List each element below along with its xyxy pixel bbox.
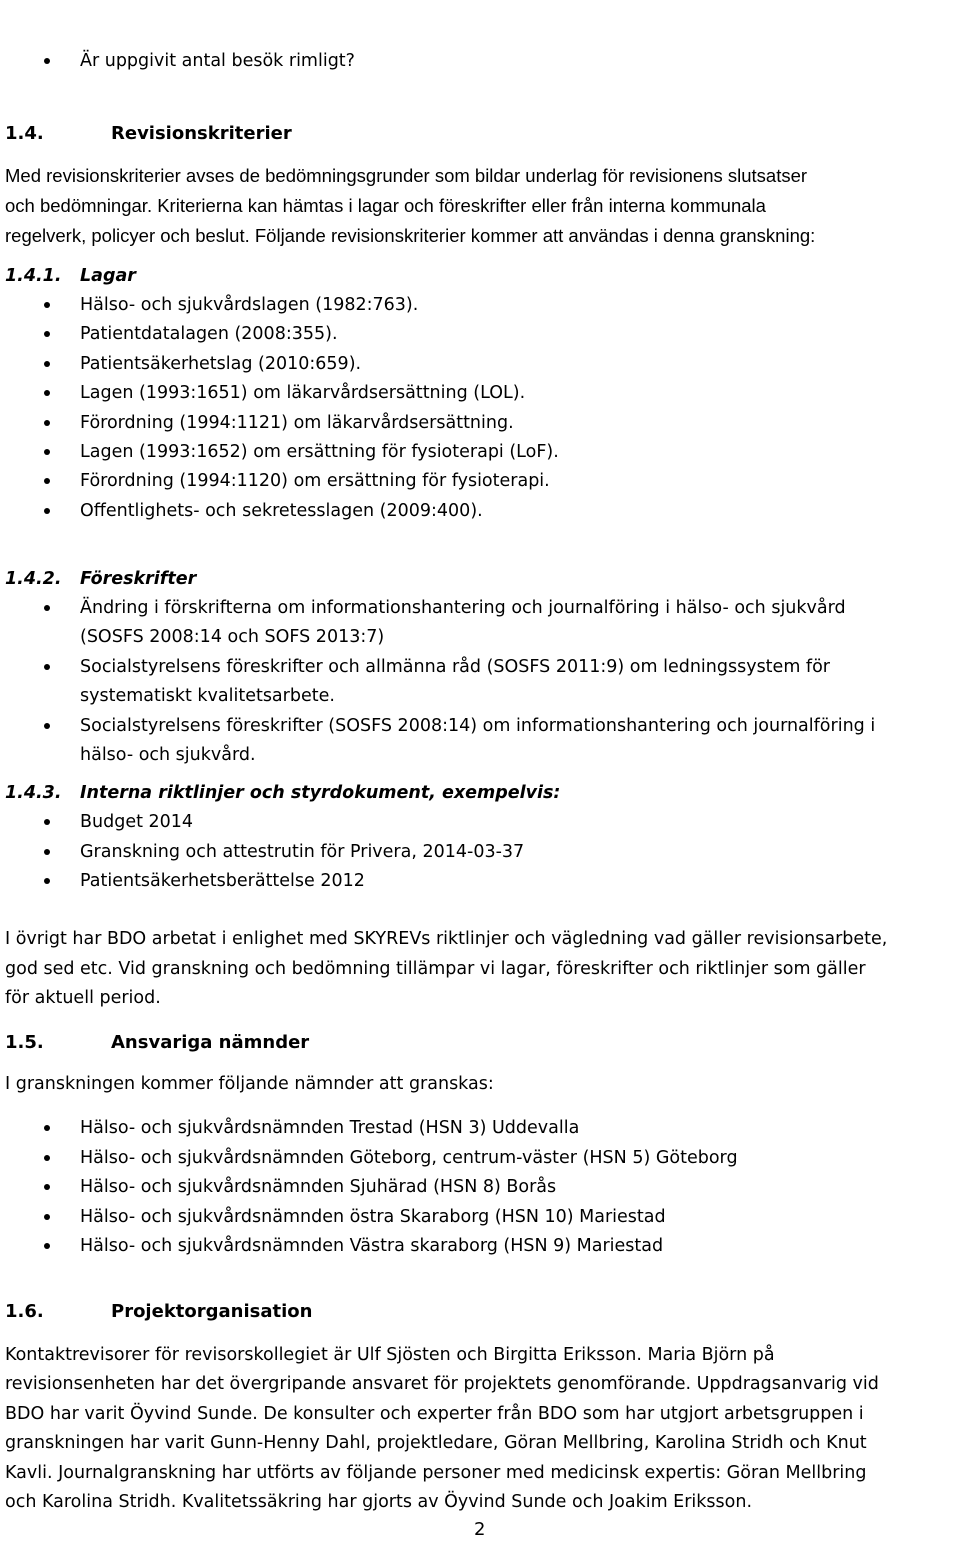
section-number: 1.6. <box>5 1301 44 1322</box>
section-title: Revisionskriterier <box>111 123 292 144</box>
paragraph-line: I granskningen kommer följande nämnder att granskas: <box>5 1074 494 1094</box>
list-item: Ändring i förskrifterna om informationshantering och journalföring i hälso- och sjukvård <box>80 598 846 618</box>
list-item-continuation: hälso- och sjukvård. <box>80 745 256 765</box>
list-item: Hälso- och sjukvårdsnämnden Västra skaraborg (HSN 9) Mariestad <box>80 1236 664 1256</box>
list-item: Förordning (1994:1120) om ersättning för fysioterapi. <box>80 471 550 491</box>
paragraph-line: för aktuell period. <box>5 988 161 1008</box>
list-item: Är uppgivit antal besök rimligt? <box>80 51 355 71</box>
subsection-title: Föreskrifter <box>80 569 197 589</box>
list-item: Lagen (1993:1651) om läkarvårdsersättning (LOL). <box>80 383 526 403</box>
paragraph-line: revisionsenheten har det övergripande ansvaret för projektets genomförande. Uppdragsanvarig vid <box>5 1374 879 1394</box>
list-item-continuation: systematiskt kvalitetsarbete. <box>80 686 335 706</box>
list-item: Offentlighets- och sekretesslagen (2009:400). <box>80 501 483 521</box>
paragraph-line: och bedömningar. Kriterierna kan hämtas i lagar och föreskrifter eller från interna kommunala <box>5 195 766 216</box>
list-item: Hälso- och sjukvårdslagen (1982:763). <box>80 295 419 315</box>
list-item: Socialstyrelsens föreskrifter (SOSFS 2008:14) om informationshantering och journalföring i <box>80 716 876 736</box>
section-title: Ansvariga nämnder <box>111 1032 310 1053</box>
subsection-number: 1.4.2. <box>5 569 62 589</box>
list-item: Hälso- och sjukvårdsnämnden Sjuhärad (HSN 8) Borås <box>80 1177 557 1197</box>
paragraph-line: god sed etc. Vid granskning och bedömning tillämpar vi lagar, föreskrifter och riktlinjer som gäller <box>5 959 866 979</box>
list-item: Budget 2014 <box>80 812 194 832</box>
list-item: Hälso- och sjukvårdsnämnden östra Skaraborg (HSN 10) Mariestad <box>80 1207 666 1227</box>
list-item: Granskning och attestrutin för Privera, 2014-03-37 <box>80 842 525 862</box>
paragraph-line: Kontaktrevisorer för revisorskollegiet är Ulf Sjösten och Birgitta Eriksson. Maria Björn på <box>5 1345 775 1365</box>
paragraph-line: och Karolina Stridh. Kvalitetssäkring har gjorts av Öyvind Sunde och Joakim Eriksson. <box>5 1492 753 1512</box>
subsection-number: 1.4.1. <box>5 266 62 286</box>
section-number: 1.4. <box>5 123 44 144</box>
paragraph-line: Kavli. Journalgranskning har utförts av följande personer med medicinsk expertis: Göran Mellbring <box>5 1463 867 1483</box>
paragraph-line: I övrigt har BDO arbetat i enlighet med SKYREVs riktlinjer och vägledning vad gäller revisionsarbete, <box>5 929 888 949</box>
subsection-title: Interna riktlinjer och styrdokument, exempelvis: <box>80 783 561 803</box>
list-item: Hälso- och sjukvårdsnämnden Trestad (HSN 3) Uddevalla <box>80 1118 580 1138</box>
subsection-number: 1.4.3. <box>5 783 62 803</box>
paragraph-line: BDO har varit Öyvind Sunde. De konsulter och experter från BDO som har utgjort arbetsgruppen i <box>5 1404 864 1424</box>
list-item: Patientsäkerhetsberättelse 2012 <box>80 871 365 891</box>
list-item: Patientsäkerhetslag (2010:659). <box>80 354 362 374</box>
list-item: Förordning (1994:1121) om läkarvårdsersättning. <box>80 413 514 433</box>
section-number: 1.5. <box>5 1032 44 1053</box>
paragraph-line: regelverk, policyer och beslut. Följande revisionskriterier kommer att användas i denna granskning: <box>5 225 816 246</box>
subsection-title: Lagar <box>80 266 136 286</box>
list-item-continuation: (SOSFS 2008:14 och SOFS 2013:7) <box>80 627 385 647</box>
section-title: Projektorganisation <box>111 1301 313 1322</box>
paragraph-line: granskningen har varit Gunn-Henny Dahl, projektledare, Göran Mellbring, Karolina Stridh och Knut <box>5 1433 867 1453</box>
list-item: Lagen (1993:1652) om ersättning för fysioterapi (LoF). <box>80 442 559 462</box>
paragraph-line: Med revisionskriterier avses de bedömningsgrunder som bildar underlag för revisionens slutsatser <box>5 165 808 186</box>
list-item: Hälso- och sjukvårdsnämnden Göteborg, centrum-väster (HSN 5) Göteborg <box>80 1148 738 1168</box>
list-item: Socialstyrelsens föreskrifter och allmänna råd (SOSFS 2011:9) om ledningssystem för <box>80 657 830 677</box>
list-item: Patientdatalagen (2008:355). <box>80 324 338 344</box>
page-number: 2 <box>474 1519 486 1540</box>
